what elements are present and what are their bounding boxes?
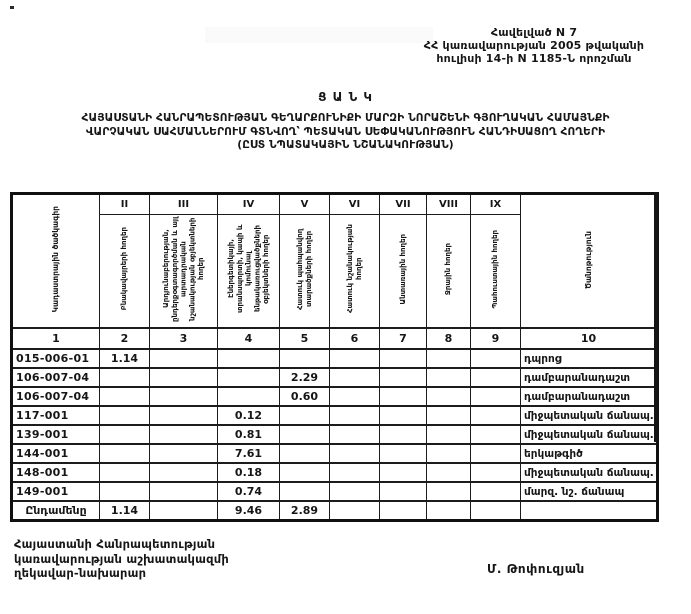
- cell-value: [330, 387, 380, 406]
- cell-total-value: [330, 501, 380, 521]
- cell-total-value: [471, 501, 521, 521]
- cell-value: [427, 406, 471, 425]
- land-category-table: [10, 192, 659, 522]
- cell-remark: մարզ. նշ. ճանապ: [521, 482, 658, 501]
- cell-value: [427, 368, 471, 387]
- title-line1: ՀԱՅԱՍՏԱՆԻ ՀԱՆՐԱՊԵՏՈՒԹՅԱՆ ԳԵՂԱՐՔՈՒՆԻՔԻ ՄԱՐԶԻ ՆՈՐԱՇԵՆԻ ԳՅՈՒՂԱԿԱՆ ՀԱՄԱՅՆՔԻ: [81, 112, 610, 124]
- appendix-line2: ՀՀ կառավարության 2005 թվականի: [423, 39, 645, 52]
- column-number-row: [12, 328, 658, 349]
- header-remark-label: Ծանոթություն: [583, 230, 593, 289]
- cell-value: [330, 444, 380, 463]
- cell-value: [427, 463, 471, 482]
- cell-value: [100, 425, 150, 444]
- cell-value: [330, 463, 380, 482]
- roman-IV: IV: [218, 194, 280, 215]
- header-water-lands-label: Ջրային հողեր: [444, 242, 453, 296]
- cell-remark: դամբարանադաշտ: [521, 368, 658, 387]
- colnum-8: 8: [427, 328, 471, 349]
- cell-value: [330, 425, 380, 444]
- header-special-purpose-lands-label: Հատուկ նշանակության հողեր: [345, 224, 363, 314]
- colnum-4: 4: [218, 328, 280, 349]
- cell-value: 0.12: [218, 406, 280, 425]
- cell-remark: դպրոց: [521, 349, 658, 368]
- header-reserve-lands-label: Պահուստային հողեր: [491, 229, 500, 309]
- cell-value: 0.81: [218, 425, 280, 444]
- cell-value: 0.74: [218, 482, 280, 501]
- cell-total-label: Ընդամենը: [12, 501, 100, 521]
- cell-value: [100, 482, 150, 501]
- cell-value: [100, 368, 150, 387]
- cell-total-remark: [521, 501, 658, 521]
- cell-value: [380, 482, 427, 501]
- roman-VIII: VIII: [427, 194, 471, 215]
- header-industrial-lands: [150, 215, 218, 329]
- footer-signatory-block: [14, 537, 229, 581]
- table-row: [12, 387, 658, 406]
- cell-value: [330, 368, 380, 387]
- cell-value: [218, 349, 280, 368]
- header-forest-lands: [380, 215, 427, 329]
- cell-value: [150, 482, 218, 501]
- cell-remark: միջպետական ճանապ.: [521, 425, 658, 444]
- roman-V: V: [280, 194, 330, 215]
- title-line3: (ԸՍՏ ՆՊԱՏԱԿԱՅԻՆ ՆՇԱՆԱԿՈՒԹՅԱՆ): [237, 139, 454, 151]
- cell-value: [280, 349, 330, 368]
- cell-value: [218, 368, 280, 387]
- scan-artifact-edge: [654, 192, 658, 442]
- colnum-3: 3: [150, 328, 218, 349]
- cell-value: [150, 387, 218, 406]
- cell-code: 139-001: [12, 425, 100, 444]
- cell-value: [471, 482, 521, 501]
- cell-total-value: [150, 501, 218, 521]
- header-protected-lands-label: Հատուկ պահպանվող տարածքների հողեր: [295, 228, 313, 310]
- appendix-line3: հուլիսի 14-ի N 1185-Ն որոշման: [436, 52, 632, 65]
- table-row: [12, 425, 658, 444]
- table-row: [12, 463, 658, 482]
- appendix-block: [395, 26, 673, 65]
- cell-value: [380, 387, 427, 406]
- header-water-lands: [427, 215, 471, 329]
- cell-value: [380, 444, 427, 463]
- table-total-row: [12, 501, 658, 521]
- cell-value: [330, 482, 380, 501]
- cell-value: [280, 482, 330, 501]
- header-cadastral-code: [12, 194, 100, 329]
- cell-value: [218, 387, 280, 406]
- cell-value: [280, 406, 330, 425]
- cell-value: [280, 425, 330, 444]
- cell-value: [427, 387, 471, 406]
- header-special-purpose-lands: [330, 215, 380, 329]
- title-line2: ՎԱՐՉԱԿԱՆ ՍԱՀՄԱՆՆԵՐՈՒՄ ԳՏՆՎՈՂ՝ ՊԵՏԱԿԱՆ ՍԵՓԱԿԱՆՈՒԹՅՈՒՆ ՀԱՆԴԻՍԱՑՈՂ ՀՈՂԵՐԻ: [85, 125, 606, 138]
- cell-value: [150, 349, 218, 368]
- colnum-6: 6: [330, 328, 380, 349]
- table-row: [12, 444, 658, 463]
- cell-code: 015-006-01: [12, 349, 100, 368]
- cell-value: [471, 444, 521, 463]
- roman-VII: VII: [380, 194, 427, 215]
- cell-code: 148-001: [12, 463, 100, 482]
- header-protected-lands: [280, 215, 330, 329]
- cell-value: [280, 444, 330, 463]
- header-forest-lands-label: Անտառային հողեր: [398, 233, 407, 305]
- colnum-2: 2: [100, 328, 150, 349]
- cell-remark: դամբարանադաշտ: [521, 387, 658, 406]
- cell-value: [150, 406, 218, 425]
- cell-value: [100, 444, 150, 463]
- cell-value: [150, 463, 218, 482]
- cell-value: [471, 406, 521, 425]
- header-industrial-lands-label: Արդյունաբերության, ընդերքօգտագործման և այլ արտադրական նշանակության օբյեկտների հողեր: [161, 216, 205, 322]
- cell-value: [427, 482, 471, 501]
- cell-total-value: 9.46: [218, 501, 280, 521]
- cell-value: [471, 425, 521, 444]
- header-reserve-lands: [471, 215, 521, 329]
- cell-value: 0.60: [280, 387, 330, 406]
- header-residential-lands: [100, 215, 150, 329]
- cell-code: 149-001: [12, 482, 100, 501]
- cell-value: [150, 368, 218, 387]
- table-row: [12, 368, 658, 387]
- title-heading: Ց Ա Ն Կ: [318, 90, 373, 104]
- cell-value: 2.29: [280, 368, 330, 387]
- roman-VI: VI: [330, 194, 380, 215]
- cell-code: 106-007-04: [12, 387, 100, 406]
- cell-value: [380, 349, 427, 368]
- header-energy-transport-lands: [218, 215, 280, 329]
- colnum-10: 10: [521, 328, 658, 349]
- roman-numeral-row: [12, 194, 658, 215]
- signature-name: Մ. Թոփուզյան: [487, 562, 585, 576]
- scan-artifact-dot: [10, 6, 14, 9]
- cell-value: [471, 463, 521, 482]
- header-remark: [521, 194, 658, 329]
- cell-total-value: 2.89: [280, 501, 330, 521]
- cell-value: [280, 463, 330, 482]
- header-cadastral-code-label: Կադաստրային ծածկագիր: [51, 206, 61, 313]
- roman-II: II: [100, 194, 150, 215]
- cell-value: [471, 349, 521, 368]
- footer-line1: Հայաստանի Հանրապետության: [14, 537, 216, 551]
- cell-value: [380, 406, 427, 425]
- cell-total-value: [427, 501, 471, 521]
- cell-remark: միջպետական ճանապ.: [521, 463, 658, 482]
- cell-value: [427, 349, 471, 368]
- cell-remark: երկաթգիծ: [521, 444, 658, 463]
- table-row: [12, 349, 658, 368]
- cell-value: 0.18: [218, 463, 280, 482]
- footer-line2: կառավարության աշխատակազմի: [14, 551, 229, 566]
- cell-code: 144-001: [12, 444, 100, 463]
- appendix-line1: Հավելված N 7: [490, 26, 578, 39]
- cell-value: [100, 387, 150, 406]
- colnum-7: 7: [380, 328, 427, 349]
- table-row: [12, 482, 658, 501]
- cell-value: [471, 387, 521, 406]
- cell-value: [380, 463, 427, 482]
- cell-value: [150, 425, 218, 444]
- table-row: [12, 406, 658, 425]
- cell-value: [380, 368, 427, 387]
- roman-III: III: [150, 194, 218, 215]
- cell-value: [100, 463, 150, 482]
- cell-remark: միջպետական ճանապ.: [521, 406, 658, 425]
- colnum-9: 9: [471, 328, 521, 349]
- cell-value: [100, 406, 150, 425]
- cell-value: 7.61: [218, 444, 280, 463]
- cell-code: 117-001: [12, 406, 100, 425]
- cell-value: 1.14: [100, 349, 150, 368]
- header-energy-transport-lands-label: Էներգետիկայի, տրանսպորտի, կապի և կոմունալ ենթակառուցվածքների օբյեկտների հողեր: [226, 224, 270, 314]
- cell-value: [150, 444, 218, 463]
- cell-value: [380, 425, 427, 444]
- cell-value: [330, 349, 380, 368]
- cell-total-value: [380, 501, 427, 521]
- cell-value: [427, 425, 471, 444]
- footer-line3: ղեկավար-նախարար: [14, 566, 147, 580]
- cell-code: 106-007-04: [12, 368, 100, 387]
- roman-IX: IX: [471, 194, 521, 215]
- cell-value: [330, 406, 380, 425]
- cell-value: [427, 444, 471, 463]
- cell-total-value: 1.14: [100, 501, 150, 521]
- colnum-1: 1: [12, 328, 100, 349]
- document-title-block: [0, 90, 691, 153]
- header-residential-lands-label: Բնակավայրերի հողեր: [120, 227, 129, 311]
- cell-value: [471, 368, 521, 387]
- colnum-5: 5: [280, 328, 330, 349]
